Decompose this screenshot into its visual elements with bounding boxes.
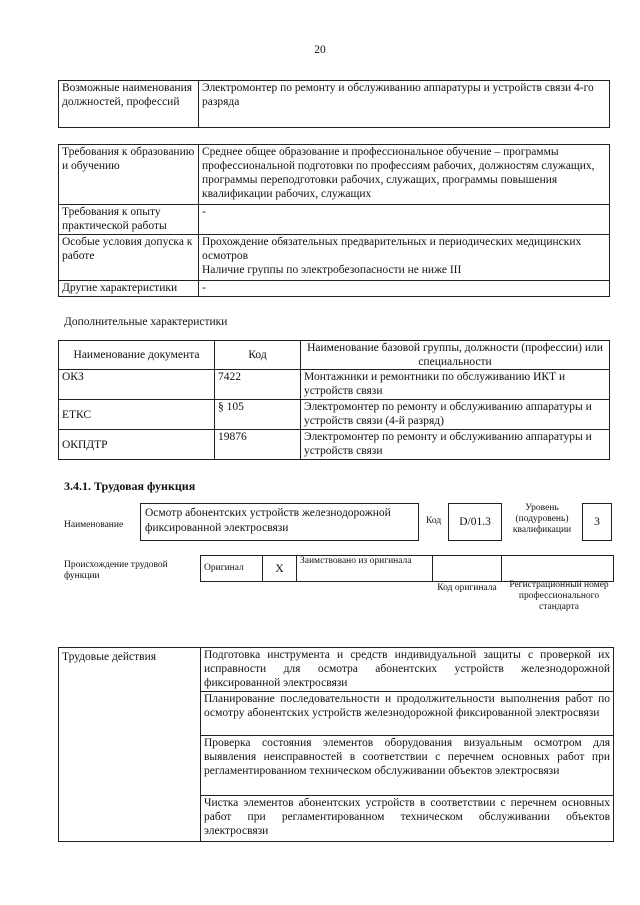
- positions-table: [58, 80, 610, 128]
- labor-function-title: 3.4.1. Трудовая функция: [64, 479, 196, 493]
- level-label: Уровень (подуровень) квалификации: [512, 503, 572, 535]
- labor-actions-table: [58, 647, 614, 842]
- etks-name: Электромонтер по ремонту и обслуживанию аппаратуры и устройств связи (4-й разряд): [301, 400, 610, 430]
- positions-label: Возможные наименования должностей, профессий: [59, 81, 199, 128]
- borrowed-label: Заимствовано из оригинала: [297, 556, 433, 582]
- original-label: Оригинал: [201, 556, 263, 582]
- okpdtr-name: Электромонтер по ремонту и обслуживанию аппаратуры и устройств связи: [301, 430, 610, 460]
- req-experience-value: -: [199, 205, 610, 235]
- code-label: Код: [426, 516, 442, 526]
- okpdtr-doc: ОКПДТР: [59, 430, 215, 460]
- original-mark: X: [263, 556, 297, 582]
- req-conditions-value2: Наличие группы по электробезопасности не ниже III: [202, 264, 462, 276]
- okpdtr-code: 19876: [215, 430, 301, 460]
- code-original-cell: [433, 556, 502, 582]
- labor-actions-label: Трудовые действия: [59, 648, 201, 842]
- okz-doc: ОКЗ: [59, 370, 215, 400]
- okz-name: Монтажники и ремонтники по обслуживанию ИКТ и устройств связи: [301, 370, 610, 400]
- req-other-value: -: [199, 281, 610, 297]
- positions-value: Электромонтер по ремонту и обслуживанию аппаратуры и устройств связи 4-го разряда: [199, 81, 610, 128]
- function-name: Осмотр абонентских устройств железнодорожной фиксированной электросвязи: [140, 503, 419, 541]
- level-value: 3: [582, 503, 612, 541]
- req-conditions-label: Особые условия допуска к работе: [59, 235, 199, 281]
- header-group-name: Наименование базовой группы, должности (профессии) или специальности: [301, 341, 610, 370]
- origin-label: Происхождение трудовой функции: [64, 560, 168, 581]
- reg-number-label: Регистрационный номер профессионального стандарта: [509, 580, 609, 612]
- action-item: Чистка элементов абонентских устройств в соответствии с перечнем основных работ при регламентированном техническом обслуживании объектов электросвязи: [201, 796, 614, 842]
- additional-table: [58, 340, 610, 460]
- req-education-label: Требования к образованию и обучению: [59, 145, 199, 205]
- action-item: Проверка состояния элементов оборудования визуальным осмотром для выявления неисправностей в соответствии с перечнем основных работ при регламентированном техническом обслуживании объектов электросвязи: [201, 736, 614, 796]
- req-experience-label: Требования к опыту практической работы: [59, 205, 199, 235]
- req-education-value: Среднее общее образование и профессиональное обучение – программы профессиональной подготовки по профессиям рабочих, должностям служащих, программы переподготовки рабочих, служащих, программы повышения квалификации рабочих, служащих: [199, 145, 610, 205]
- okz-code: 7422: [215, 370, 301, 400]
- action-item: Планирование последовательности и продолжительности выполнения работ по осмотру абонентских устройств железнодорожной фиксированной электросвязи: [201, 692, 614, 736]
- etks-doc: ЕТКС: [59, 400, 215, 430]
- origin-table: [200, 555, 614, 582]
- function-code: D/01.3: [448, 503, 502, 541]
- requirements-table: [58, 144, 610, 297]
- action-item: Подготовка инструмента и средств индивидуальной защиты с проверкой их исправности для осмотра абонентских устройств железнодорожной фиксированной электросвязи: [201, 648, 614, 692]
- code-original-label: Код оригинала: [437, 583, 497, 593]
- header-document: Наименование документа: [59, 341, 215, 370]
- req-other-label: Другие характеристики: [59, 281, 199, 297]
- additional-title: Дополнительные характеристики: [64, 316, 228, 328]
- header-code: Код: [215, 341, 301, 370]
- req-conditions-cell: [199, 235, 610, 281]
- page-number: 20: [314, 44, 326, 56]
- req-conditions-value: Прохождение обязательных предварительных и периодических медицинских осмотров: [202, 236, 582, 262]
- reg-number-cell: [502, 556, 614, 582]
- name-label: Наименование: [64, 520, 124, 530]
- etks-code: § 105: [215, 400, 301, 430]
